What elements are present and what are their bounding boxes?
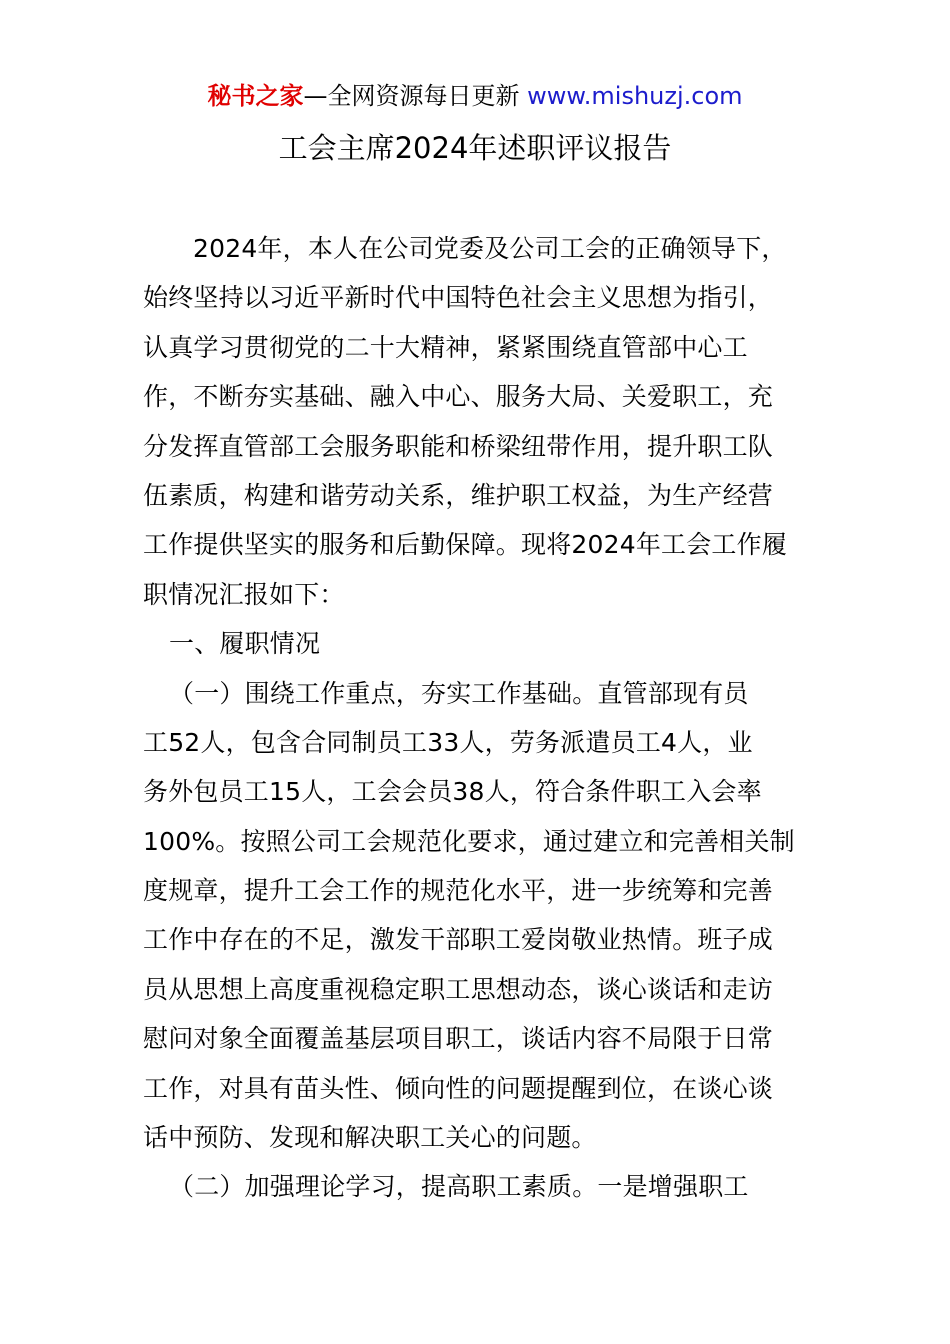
paragraph-line: 始终坚持以习近平新时代中国特色社会主义思想为指引， [143, 283, 774, 313]
paragraph-line: 2024年，本人在公司党委及公司工会的正确领导下， [193, 234, 787, 263]
paragraph-line: 工52人，包含合同制员工33人，劳务派遣员工4人，业 [143, 727, 753, 757]
site-url-link[interactable]: www.mishuzj.com [527, 82, 743, 110]
subsection-line: （一）围绕工作重点，夯实工作基础。直管部现有员 [169, 678, 749, 708]
document-title: 工会主席2024年述职评议报告 [278, 131, 672, 165]
site-header [0, 80, 950, 112]
site-tagline: —全网资源每日更新 [303, 82, 520, 110]
paragraph-line: 职情况汇报如下： [143, 579, 345, 609]
paragraph-line: 工作，对具有苗头性、倾向性的问题提醒到位，在谈心谈 [143, 1073, 774, 1103]
paragraph-line: 100%。按照公司工会规范化要求，通过建立和完善相关制 [143, 826, 795, 856]
paragraph-line: 务外包员工15人，工会会员38人，符合条件职工入会率 [143, 777, 762, 807]
paragraph-line: 作，不断夯实基础、融入中心、服务大局、关爱职工，充 [143, 382, 774, 412]
paragraph-line: 工作中存在的不足，激发干部职工爱岗敬业热情。班子成 [143, 925, 774, 955]
paragraph-line: 伍素质，构建和谐劳动关系，维护职工权益，为生产经营 [143, 480, 774, 510]
paragraph-line: 度规章，提升工会工作的规范化水平，进一步统筹和完善 [143, 876, 774, 906]
paragraph-line: 分发挥直管部工会服务职能和桥梁纽带作用，提升职工队 [143, 431, 774, 461]
section-heading: 一、履职情况 [169, 629, 321, 659]
paragraph-line: 慰问对象全面覆盖基层项目职工，谈话内容不局限于日常 [143, 1024, 774, 1054]
paragraph-line: 话中预防、发现和解决职工关心的问题。 [143, 1123, 597, 1153]
paragraph-line: 工作提供坚实的服务和后勤保障。现将2024年工会工作履 [143, 530, 788, 560]
paragraph-line: 认真学习贯彻党的二十大精神，紧紧围绕直管部中心工 [143, 332, 748, 362]
site-brand: 秘书之家 [207, 82, 304, 110]
subsection-line: （二）加强理论学习，提高职工素质。一是增强职工 [169, 1172, 749, 1202]
document-body [143, 224, 813, 1212]
paragraph-line: 员从思想上高度重视稳定职工思想动态，谈心谈话和走访 [143, 974, 774, 1004]
